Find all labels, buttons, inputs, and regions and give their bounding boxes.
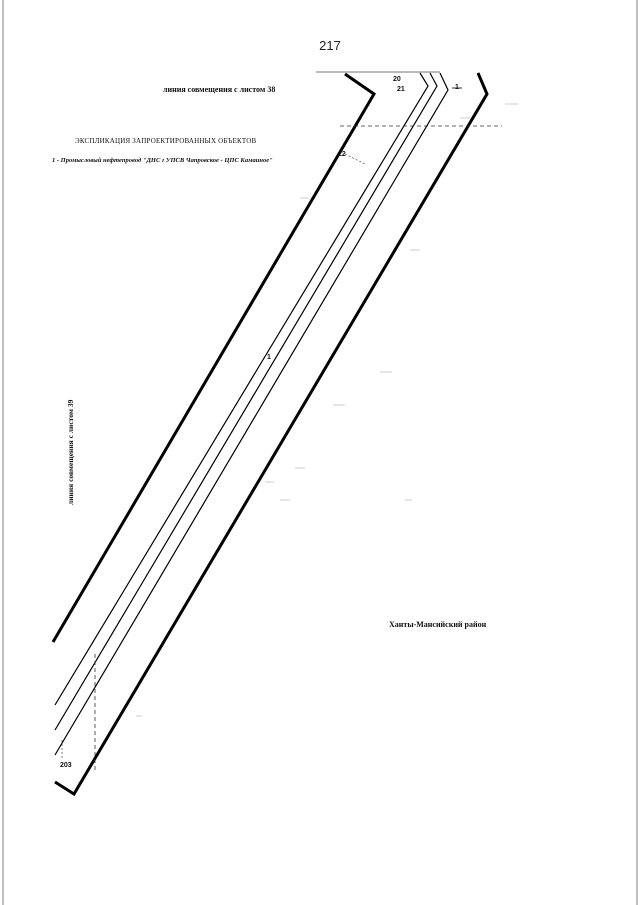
object-label-1-top: 1 [455, 84, 459, 91]
point-label-21: 21 [397, 86, 405, 93]
point-label-20: 20 [393, 76, 401, 83]
leader-line-22 [345, 154, 365, 164]
object-label-1-mid: 1 [267, 354, 271, 361]
page-number: 217 [319, 38, 341, 53]
pipeline-route-line-1 [55, 73, 428, 705]
pipeline-route-line-3 [55, 73, 448, 755]
legend-item: 1 - Промысловый нефтепровод "ДНС г УПСВ Чапровское - ЦПС Камаиное" [52, 157, 273, 164]
pipeline-route-line-2 [55, 73, 437, 730]
legend-title: ЭКСПЛИКАЦИЯ ЗАПРОЕКТИРОВАННЫХ ОБЪЕКТОВ [75, 137, 257, 145]
match-line-label-side: линия совмещения с листом 39 [66, 399, 75, 505]
allotment-boundary-right [55, 73, 487, 794]
match-line-label-top: линия совмещения с листом 38 [163, 85, 276, 94]
point-label-22: 22 [338, 151, 346, 158]
district-label: Ханты-Мансийский район [389, 620, 487, 629]
point-label-203: 203 [60, 762, 72, 769]
